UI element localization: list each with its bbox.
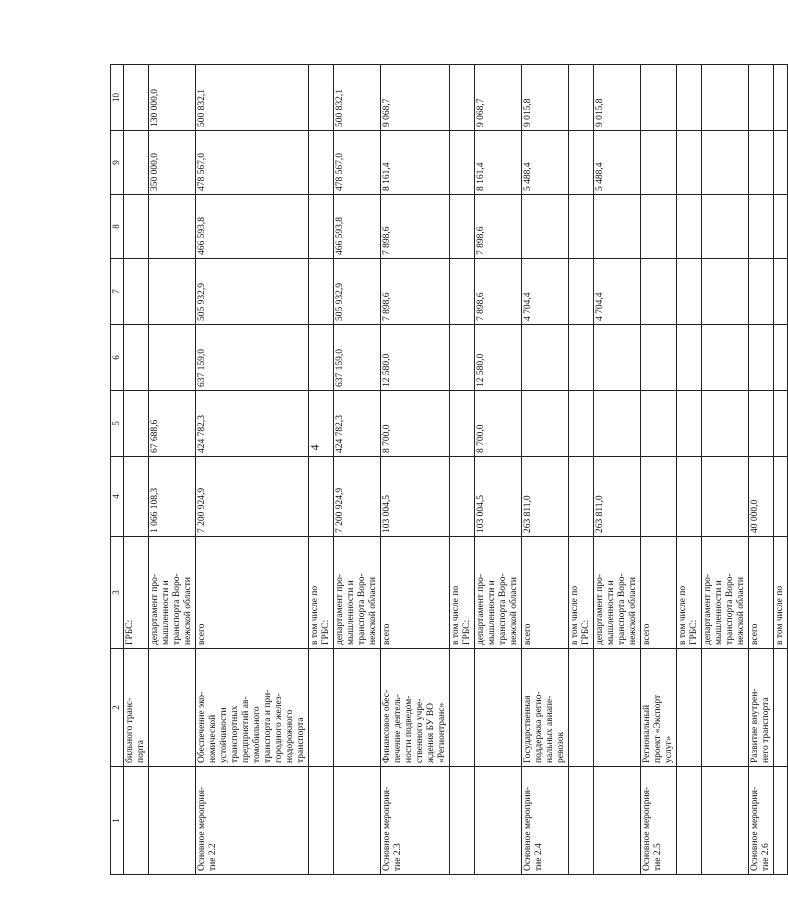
amount-cell: [124, 325, 149, 391]
amount-cell: [641, 391, 677, 457]
amount-cell: 7 898,6: [475, 259, 522, 325]
amount-cell: 500 832,1: [334, 65, 381, 131]
source-cell: всего: [522, 537, 569, 649]
measure-cell: Основное мероприя- тие 2.3: [381, 767, 450, 875]
source-cell: департамент про- мышленности и транспорта Воро- нежской области: [594, 537, 641, 649]
amount-cell: [309, 259, 334, 325]
table-row: [309, 65, 334, 875]
amount-cell: [677, 325, 702, 391]
rotated-page: [110, 65, 785, 875]
table-row: [594, 65, 641, 875]
measure-cell: Основное мероприя- тие 2.2: [196, 767, 309, 875]
amount-cell: [677, 195, 702, 259]
measure-cell: [309, 767, 334, 875]
amount-cell: [450, 131, 475, 195]
amount-cell: [641, 457, 677, 537]
amount-cell: 7 898,6: [381, 259, 450, 325]
table-row: [149, 65, 196, 875]
amount-cell: [569, 259, 594, 325]
amount-cell: 478 567,0: [196, 131, 309, 195]
source-cell: в том числе по ГРБС:: [569, 537, 594, 649]
amount-cell: 9 068,7: [381, 65, 450, 131]
amount-cell: 8 161,4: [475, 131, 522, 195]
table-header-row: [111, 65, 124, 875]
amount-cell: [749, 325, 774, 391]
amount-cell: 4 704,4: [522, 259, 569, 325]
source-cell: департамент про- мышленности и транспорта Воро- нежской области: [702, 537, 749, 649]
amount-cell: [450, 259, 475, 325]
amount-cell: [450, 457, 475, 537]
amount-cell: [124, 195, 149, 259]
measure-cell: [475, 767, 522, 875]
amount-cell: [594, 325, 641, 391]
table-row: [641, 65, 677, 875]
measure-cell: [124, 767, 149, 875]
measure-cell: [702, 767, 749, 875]
column-number-cell: 1: [111, 767, 124, 875]
amount-cell: [749, 195, 774, 259]
source-cell: в том числе по ГРБС:: [450, 537, 475, 649]
amount-cell: 505 932,9: [196, 259, 309, 325]
amount-cell: [309, 391, 334, 457]
amount-cell: [124, 457, 149, 537]
table-row: [124, 65, 149, 875]
table-row: [677, 65, 702, 875]
table-row: [749, 65, 774, 875]
amount-cell: [309, 65, 334, 131]
amount-cell: 8 700,0: [475, 391, 522, 457]
amount-cell: [749, 65, 774, 131]
source-cell: всего: [196, 537, 309, 649]
amount-cell: [774, 195, 788, 259]
measure-name-cell: Обеспечение эко- номической устойчивости транспортных предприятий ав- томобильного транспорта и при- городного желез- нодорожного транспорта: [196, 649, 309, 767]
amount-cell: [569, 457, 594, 537]
amount-cell: 466 593,8: [334, 195, 381, 259]
amount-cell: [569, 131, 594, 195]
amount-cell: [309, 195, 334, 259]
table-row: [196, 65, 309, 875]
measure-name-cell: бильного транс- порта: [124, 649, 149, 767]
amount-cell: 9 068,7: [475, 65, 522, 131]
amount-cell: 9 015,8: [522, 65, 569, 131]
amount-cell: [774, 391, 788, 457]
amount-cell: [149, 259, 196, 325]
table-row: [569, 65, 594, 875]
measure-cell: Основное мероприя- тие 2.5: [641, 767, 677, 875]
amount-cell: 8 700,0: [381, 391, 450, 457]
amount-cell: 263 811,0: [522, 457, 569, 537]
column-number-cell: 10: [111, 65, 124, 131]
amount-cell: [702, 259, 749, 325]
amount-cell: 7 200 924,9: [334, 457, 381, 537]
amount-cell: [522, 325, 569, 391]
amount-cell: [677, 259, 702, 325]
column-number-cell: 3: [111, 537, 124, 649]
amount-cell: [702, 65, 749, 131]
measure-name-cell: [334, 649, 381, 767]
amount-cell: [522, 195, 569, 259]
amount-cell: [309, 457, 334, 537]
amount-cell: [702, 457, 749, 537]
amount-cell: [677, 131, 702, 195]
source-cell: ГРБС:: [124, 537, 149, 649]
amount-cell: [124, 131, 149, 195]
amount-cell: [124, 259, 149, 325]
column-number-cell: 4: [111, 457, 124, 537]
amount-cell: [702, 131, 749, 195]
column-number-cell: 7: [111, 259, 124, 325]
amount-cell: 5 488,4: [594, 131, 641, 195]
amount-cell: [124, 65, 149, 131]
amount-cell: [569, 325, 594, 391]
measure-name-cell: Государственная поддержка регио- нальных авиапе- ревозок: [522, 649, 569, 767]
measure-name-cell: [569, 649, 594, 767]
amount-cell: [569, 195, 594, 259]
amount-cell: [522, 391, 569, 457]
amount-cell: 424 782,3: [196, 391, 309, 457]
measure-cell: [594, 767, 641, 875]
column-number-cell: 2: [111, 649, 124, 767]
amount-cell: 7 898,6: [381, 195, 450, 259]
measure-cell: [334, 767, 381, 875]
amount-cell: [749, 131, 774, 195]
amount-cell: 505 932,9: [334, 259, 381, 325]
amount-cell: 7 200 924,9: [196, 457, 309, 537]
amount-cell: 40 000,0: [749, 457, 774, 537]
amount-cell: [450, 325, 475, 391]
amount-cell: 637 159,0: [196, 325, 309, 391]
table-row: [702, 65, 749, 875]
amount-cell: [677, 65, 702, 131]
amount-cell: [774, 259, 788, 325]
measure-name-cell: [309, 649, 334, 767]
source-cell: в том числе по ГРБС:: [309, 537, 334, 649]
measure-name-cell: [149, 649, 196, 767]
amount-cell: 478 567,0: [334, 131, 381, 195]
amount-cell: [749, 259, 774, 325]
amount-cell: 466 593,8: [196, 195, 309, 259]
amount-cell: [774, 65, 788, 131]
table-row: [774, 65, 788, 875]
amount-cell: [450, 391, 475, 457]
amount-cell: [309, 325, 334, 391]
amount-cell: [641, 195, 677, 259]
table-row: [334, 65, 381, 875]
source-cell: всего: [381, 537, 450, 649]
amount-cell: [774, 131, 788, 195]
amount-cell: [702, 391, 749, 457]
amount-cell: [149, 325, 196, 391]
amount-cell: 424 782,3: [334, 391, 381, 457]
table-row: [450, 65, 475, 875]
measure-cell: [774, 767, 788, 875]
amount-cell: [594, 391, 641, 457]
amount-cell: [677, 457, 702, 537]
measure-cell: Основное мероприя- тие 2.6: [749, 767, 774, 875]
amount-cell: 350 000,0: [149, 131, 196, 195]
amount-cell: 130 000,0: [149, 65, 196, 131]
amount-cell: 9 015,8: [594, 65, 641, 131]
amount-cell: [149, 195, 196, 259]
table-row: [475, 65, 522, 875]
measure-name-cell: [450, 649, 475, 767]
column-number-cell: 8: [111, 195, 124, 259]
measure-name-cell: [677, 649, 702, 767]
measure-name-cell: [774, 649, 788, 767]
table-row: [522, 65, 569, 875]
column-number-cell: 5: [111, 391, 124, 457]
column-number-cell: 6: [111, 325, 124, 391]
amount-cell: [677, 391, 702, 457]
measure-cell: [677, 767, 702, 875]
amount-cell: [641, 131, 677, 195]
amount-cell: 67 688,6: [149, 391, 196, 457]
amount-cell: 5 488,4: [522, 131, 569, 195]
amount-cell: 263 811,0: [594, 457, 641, 537]
page-number: 4: [307, 444, 322, 451]
source-cell: департамент про- мышленности и транспорта Воро- нежской области: [475, 537, 522, 649]
measure-cell: Основное мероприя- тие 2.4: [522, 767, 569, 875]
amount-cell: [569, 391, 594, 457]
amount-cell: 12 580,0: [381, 325, 450, 391]
measure-cell: [149, 767, 196, 875]
measure-name-cell: Региональный проект «Экспорт услуг»: [641, 649, 677, 767]
amount-cell: 7 898,6: [475, 195, 522, 259]
source-cell: всего: [749, 537, 774, 649]
measure-name-cell: [475, 649, 522, 767]
amount-cell: 500 832,1: [196, 65, 309, 131]
amount-cell: [774, 325, 788, 391]
source-cell: в том числе по: [774, 537, 788, 649]
amount-cell: 103 004,5: [381, 457, 450, 537]
amount-cell: [124, 391, 149, 457]
amount-cell: 8 161,4: [381, 131, 450, 195]
amount-cell: [450, 65, 475, 131]
measure-name-cell: Финансовое обес- печение деятель- ности подведом- ственного учре- ждения БУ ВО «Регионтранс»: [381, 649, 450, 767]
measure-name-cell: [594, 649, 641, 767]
source-cell: департамент про- мышленности и транспорта Воро- нежской области: [149, 537, 196, 649]
amount-cell: [450, 195, 475, 259]
source-cell: всего: [641, 537, 677, 649]
amount-cell: [774, 457, 788, 537]
amount-cell: [749, 391, 774, 457]
source-cell: в том числе по ГРБС:: [677, 537, 702, 649]
amount-cell: [569, 65, 594, 131]
amount-cell: 637 159,0: [334, 325, 381, 391]
source-cell: департамент про- мышленности и транспорта Воро- нежской области: [334, 537, 381, 649]
amount-cell: [702, 195, 749, 259]
amount-cell: 1 066 108,3: [149, 457, 196, 537]
table-row: [381, 65, 450, 875]
amount-cell: 12 580,0: [475, 325, 522, 391]
amount-cell: [641, 65, 677, 131]
amount-cell: [702, 325, 749, 391]
amount-cell: [309, 131, 334, 195]
amount-cell: [641, 325, 677, 391]
amount-cell: [641, 259, 677, 325]
amount-cell: 4 704,4: [594, 259, 641, 325]
measure-cell: [450, 767, 475, 875]
amount-cell: 103 004,5: [475, 457, 522, 537]
measure-name-cell: Развитие внутрен- него транспорта: [749, 649, 774, 767]
measure-cell: [569, 767, 594, 875]
amount-cell: [594, 195, 641, 259]
budget-table: [110, 64, 788, 875]
column-number-cell: 9: [111, 131, 124, 195]
measure-name-cell: [702, 649, 749, 767]
